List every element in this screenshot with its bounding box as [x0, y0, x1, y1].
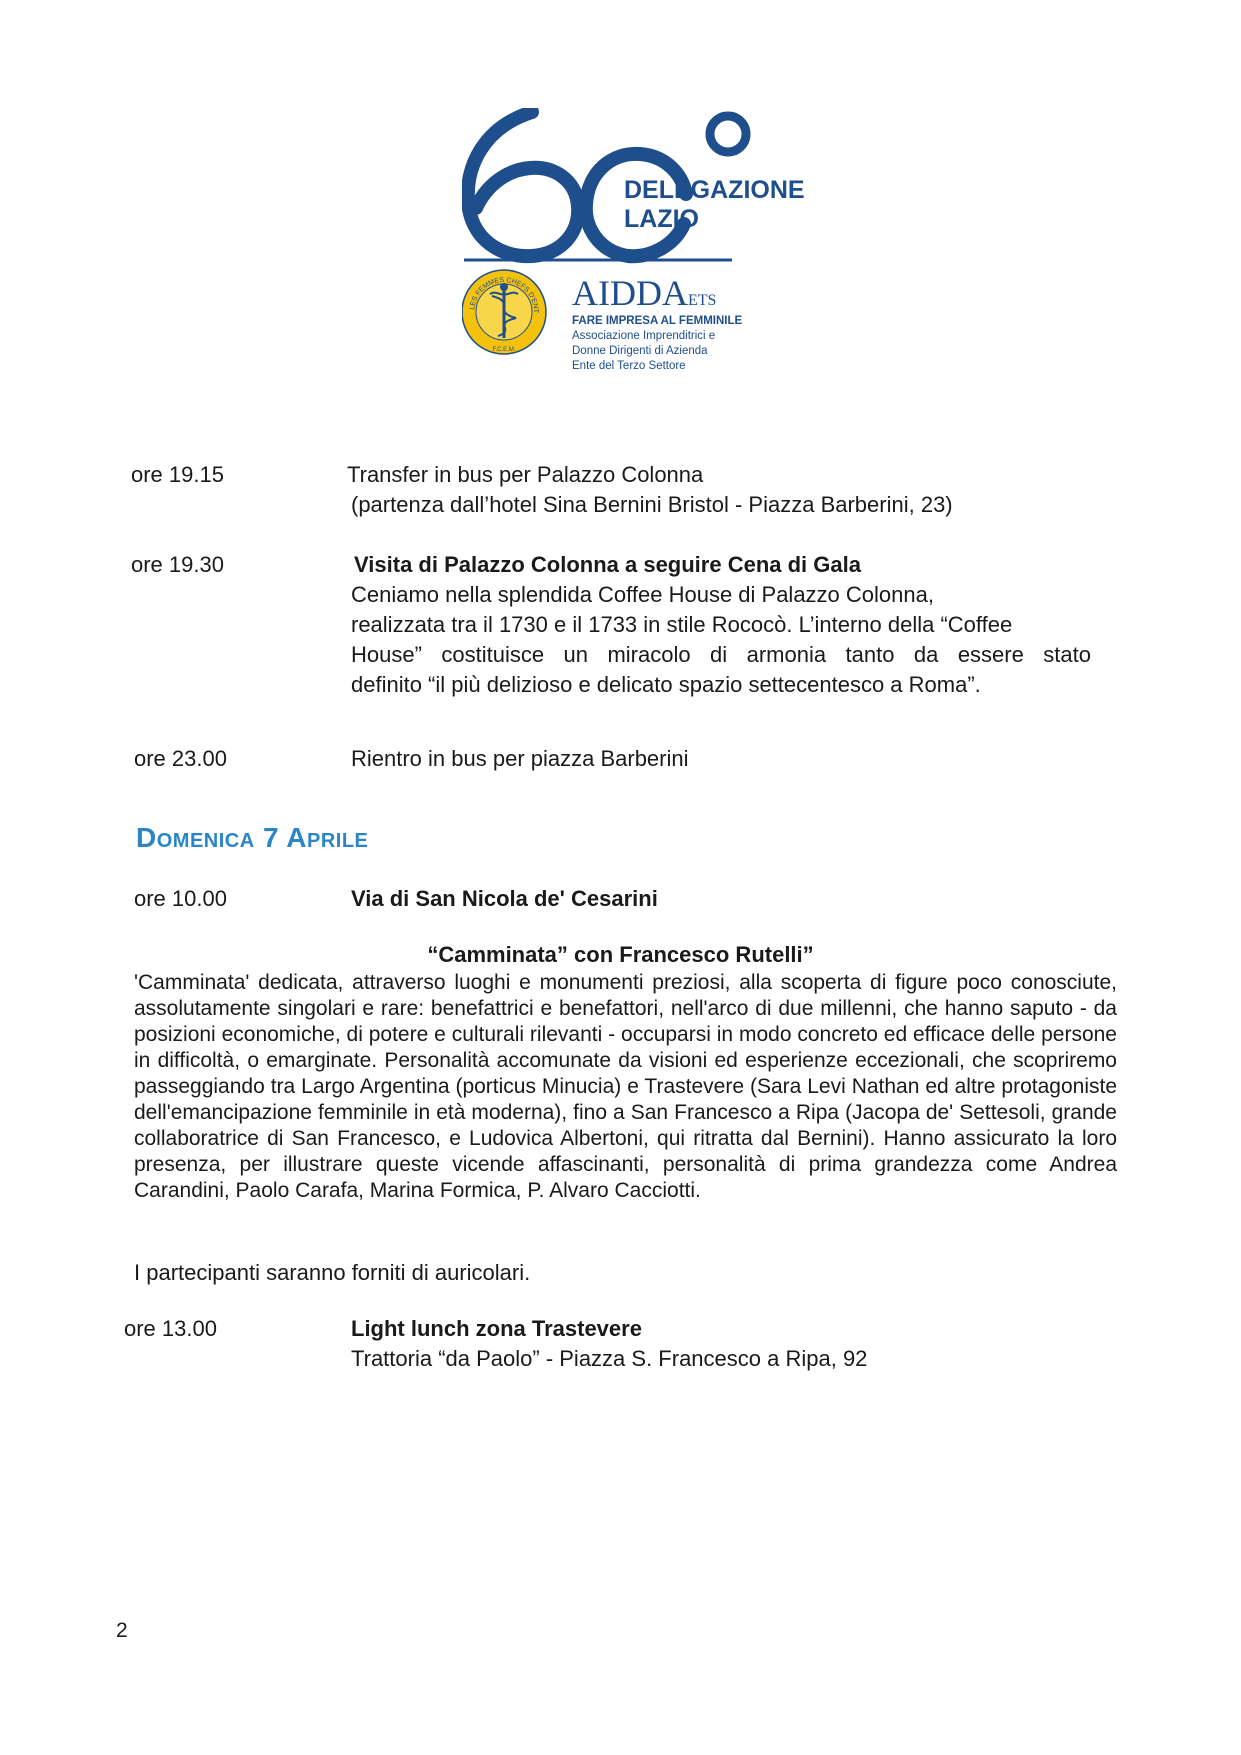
tagline-2: Associazione Imprenditrici e: [572, 330, 716, 342]
delegation-line1: DELEGAZIONE: [624, 176, 805, 204]
event-detail-transfer: (partenza dall’hotel Sina Bernini Bristol - Piazza Barberini, 23): [351, 492, 953, 517]
page-number: 2: [116, 1619, 128, 1642]
tagline-4: Ente del Terzo Settore: [572, 360, 686, 372]
event-title-transfer: Transfer in bus per Palazzo Colonna: [347, 462, 704, 487]
event-title-return: Rientro in bus per piazza Barberini: [351, 746, 689, 771]
org-name: AIDDA: [572, 273, 688, 313]
digit-six-shape: [468, 112, 578, 256]
seal-text: LES FEMMES CHEFS D'ENT: [469, 276, 540, 314]
event-title-san-nicola: Via di San Nicola de' Cesarini: [351, 886, 658, 911]
org-suffix: ETS: [688, 292, 717, 309]
headphones-note: I partecipanti saranno forniti di auricolari.: [134, 1260, 531, 1285]
event-line-gala-3: House” costituisce un miracolo di armonia tanto da essere stato: [351, 642, 1091, 667]
delegation-line2: LAZIO: [624, 205, 699, 233]
event-detail-lunch: Trattoria “da Paolo” - Piazza S. Francesco a Ripa, 92: [351, 1346, 868, 1371]
event-line-gala-1: Ceniamo nella splendida Coffee House di Palazzo Colonna,: [351, 582, 934, 607]
time-1300: ore 13.00: [124, 1316, 217, 1341]
degree-circle: [710, 116, 746, 152]
seal-bottom-text: F.C.E.M.: [492, 347, 516, 353]
event-title-gala: Visita di Palazzo Colonna a seguire Cena di Gala: [354, 552, 861, 577]
logo: [462, 108, 812, 378]
event-line-gala-4: definito “il più delizioso e delicato spazio settecentesco a Roma”.: [351, 672, 981, 697]
event-line-gala-2: realizzata tra il 1730 e il 1733 in stile Rococò. L’interno della “Coffee: [351, 612, 1013, 637]
event-title-lunch: Light lunch zona Trastevere: [351, 1316, 642, 1341]
time-1930: ore 19.30: [131, 552, 224, 577]
walk-title: “Camminata” con Francesco Rutelli”: [427, 942, 814, 967]
day-heading: Domenica 7 Aprile: [136, 822, 369, 853]
time-1915: ore 19.15: [131, 462, 224, 487]
tagline-1: FARE IMPRESA AL FEMMINILE: [572, 315, 743, 327]
walk-description: 'Camminata' dedicata, attraverso luoghi e monumenti preziosi, alla scoperta di figure poco conosciute, assolutamente singolari e rare: benefattrici e benefattori, nell'arco di due millenni, che hanno saputo - da posizioni economiche, di potere e culturali rilevanti - occuparsi in modo concreto ed efficace delle persone in difficoltà, o emarginate. Personalità accomunate da visioni ed esperienze eccezionali, che scopriremo passeggiando tra Largo Argentina (porticus Minucia) e Trastevere (Sara Levi Nathan ed altre protagoniste dell'emancipazione femminile in età moderna), fino a San Francesco a Ripa (Jacopa de' Settesoli, grande collaboratrice di San Francesco, e Ludovica Albertoni, qui ritratta dal Bernini). Hanno assicurato la loro presenza, per illustrare queste vicende affascinanti, personalità di prima grandezza come Andrea Carandini, Paolo Carafa, Marina Formica, P. Alvaro Cacciotti.: [134, 971, 1117, 1202]
logo-graphic: [462, 108, 812, 378]
time-2300: ore 23.00: [134, 746, 227, 771]
time-1000: ore 10.00: [134, 886, 227, 911]
tagline-3: Donne Dirigenti di Azienda: [572, 345, 708, 357]
